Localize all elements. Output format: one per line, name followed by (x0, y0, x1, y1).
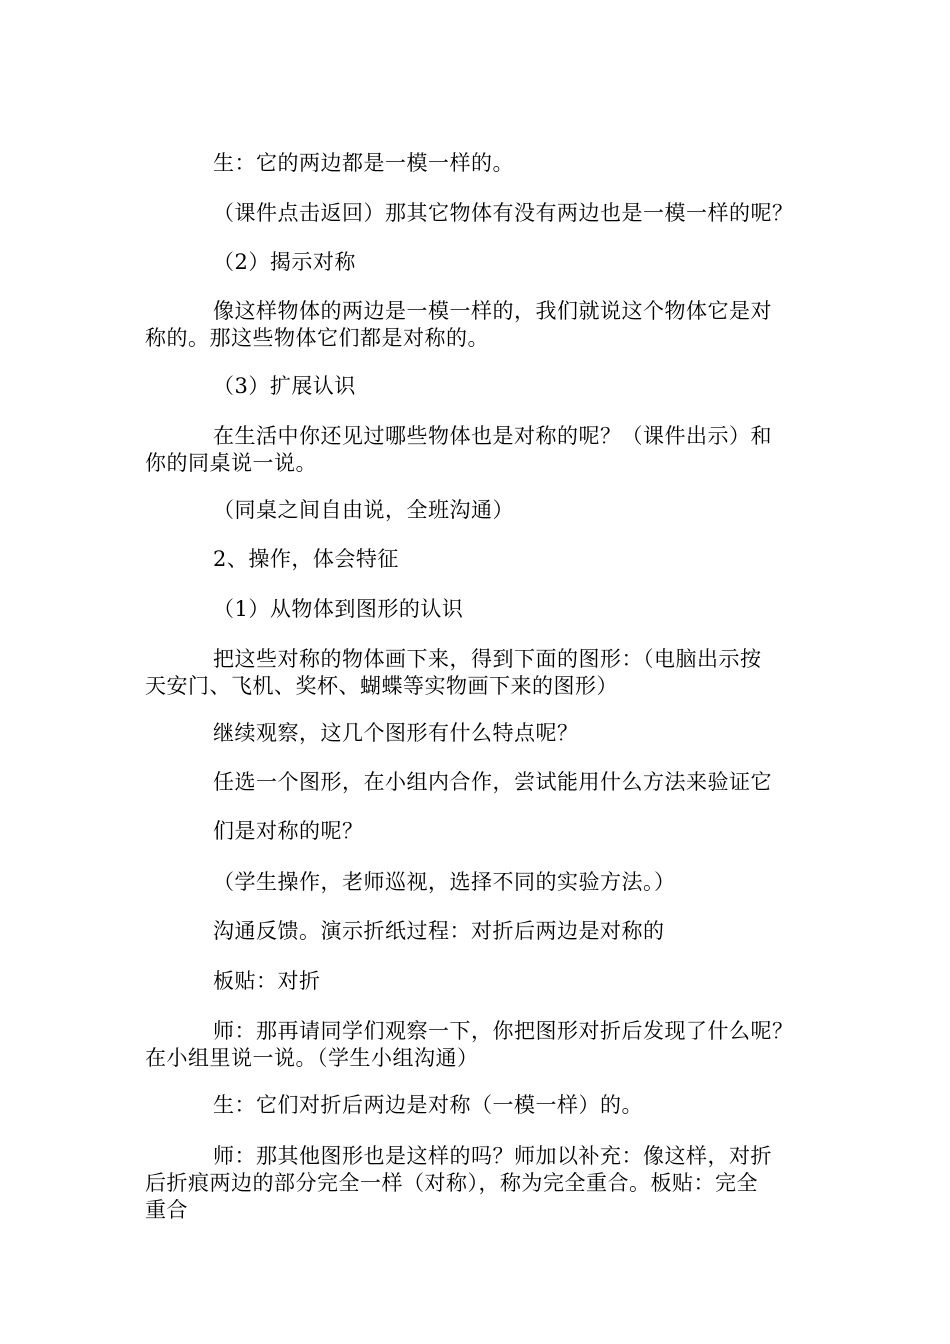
paragraph-student-answer-1 (145, 150, 873, 177)
paragraph-choose-figure (145, 769, 873, 796)
paragraph-feedback-folding (145, 918, 873, 945)
paragraph-symmetry-definition (145, 298, 805, 352)
paragraph-complete-overlap (145, 1143, 805, 1224)
text-line: 重合 (145, 1198, 188, 1222)
paragraph-teacher-observe (145, 1018, 805, 1072)
text-line: 生：它的两边都是一模一样的。 (213, 151, 514, 175)
text-line: （1）从物体到图形的认识 (213, 597, 464, 621)
text-line: 任选一个图形，在小组内合作，尝试能用什么方法来验证它 (213, 770, 772, 794)
text-line: 们是对称的呢？ (213, 819, 364, 843)
text-line: 天安门、飞机、奖杯、蝴蝶等实物画下来的图形） (145, 674, 618, 698)
text-line: 继续观察，这几个图形有什么特点呢？ (213, 721, 579, 745)
paragraph-draw-objects (145, 646, 805, 700)
paragraph-object-to-figure-heading (145, 596, 873, 623)
paragraph-reveal-symmetry-heading (145, 249, 873, 276)
text-line: 在小组里说一说。（学生小组沟通） (145, 1046, 479, 1070)
text-line: 师：那再请同学们观察一下，你把图形对折后发现了什么呢？ (213, 1019, 794, 1043)
paragraph-deskmate-discussion (145, 497, 873, 524)
text-line: 板贴：对折 (213, 969, 321, 993)
paragraph-extend-heading (145, 373, 873, 400)
paragraph-student-operation (145, 869, 873, 896)
text-line: （2）揭示对称 (213, 250, 356, 274)
paragraph-student-answer-2 (145, 1092, 873, 1119)
paragraph-continue-observe (145, 720, 873, 747)
paragraph-verify-symmetry (145, 818, 873, 845)
text-line: 你的同桌说一说。 (145, 451, 317, 475)
text-line: 把这些对称的物体画下来，得到下面的图形：（电脑出示按 (213, 647, 762, 671)
text-line: 像这样物体的两边是一模一样的，我们就说这个物体它是对 (213, 299, 772, 323)
text-line: （课件点击返回）那其它物体有没有两边也是一模一样的呢？ (213, 201, 794, 225)
text-line: 师：那其他图形也是这样的吗？师加以补充：像这样，对折 (213, 1144, 772, 1168)
text-line: 称的。那这些物体它们都是对称的。 (145, 326, 489, 350)
text-line: （同桌之间自由说，全班沟通） (213, 498, 514, 522)
text-line: 沟通反馈。演示折纸过程：对折后两边是对称的 (213, 919, 665, 943)
text-line: 在生活中你还见过哪些物体也是对称的呢？（课件出示）和 (213, 424, 772, 448)
text-line: （学生操作，老师巡视，选择不同的实验方法。） (213, 870, 676, 894)
text-line: （3）扩展认识 (213, 374, 356, 398)
paragraph-operation-heading (145, 546, 873, 573)
paragraph-life-examples (145, 423, 805, 477)
paragraph-courseware-return (145, 200, 873, 227)
text-line: 2、操作，体会特征 (213, 547, 399, 571)
text-line: 后折痕两边的部分完全一样（对称），称为完全重合。板贴：完全 (145, 1171, 758, 1195)
paragraph-board-fold (145, 968, 873, 995)
text-line: 生：它们对折后两边是对称（一模一样）的。 (213, 1093, 643, 1117)
